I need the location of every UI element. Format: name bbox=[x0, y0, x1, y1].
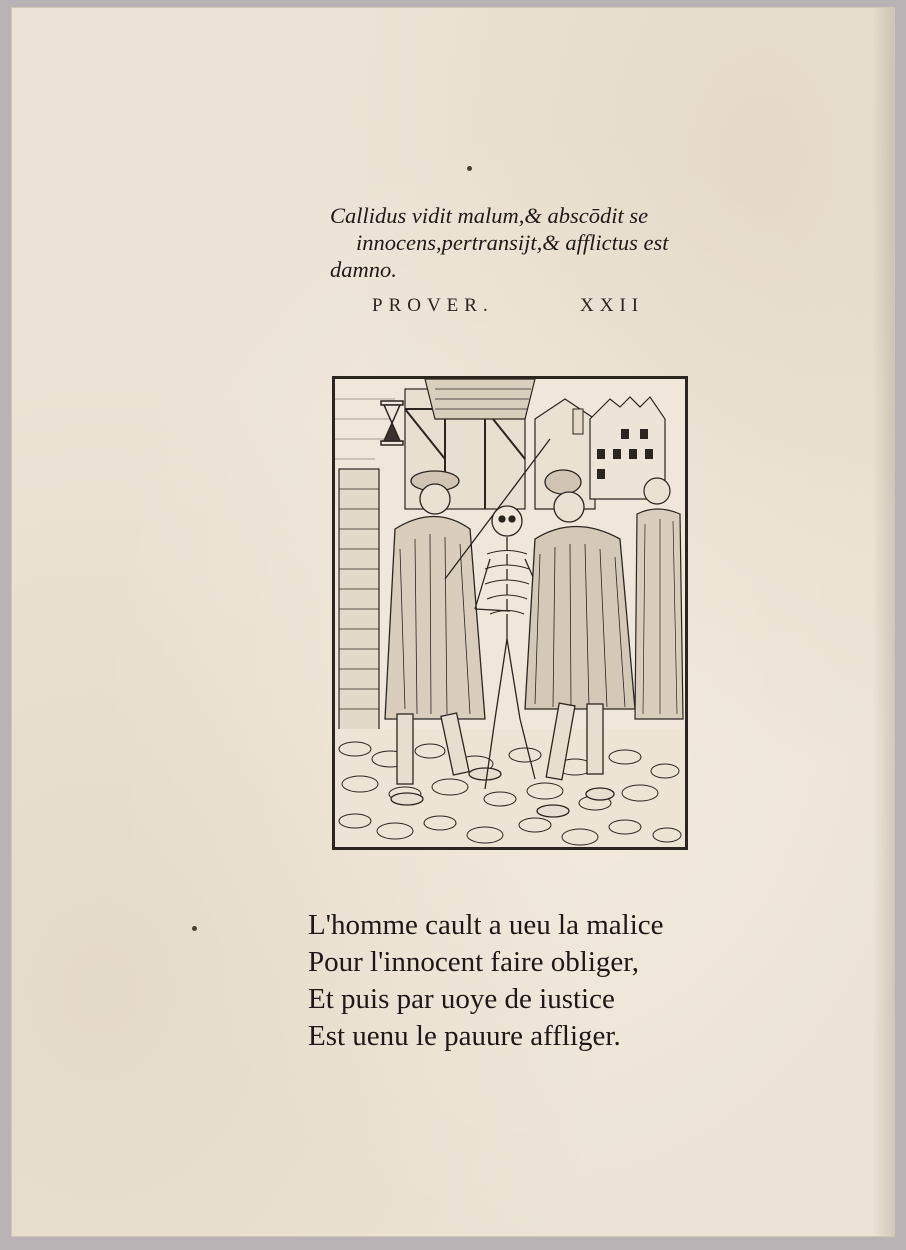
reference-chapter: XXII bbox=[580, 295, 645, 316]
verse-line-1: L'homme cault a ueu la malice bbox=[308, 909, 664, 941]
latin-motto bbox=[330, 202, 750, 283]
woodcut-illustration bbox=[332, 376, 688, 850]
page-gutter-shadow bbox=[872, 8, 894, 1236]
ink-speck bbox=[467, 166, 472, 171]
ink-speck bbox=[192, 926, 197, 931]
verse-line-4: Est uenu le pauure affliger. bbox=[308, 1020, 621, 1052]
reference-book: PROVER. bbox=[372, 295, 494, 316]
book-page bbox=[12, 8, 894, 1236]
scripture-reference bbox=[372, 295, 692, 317]
motto-line-2: innocens,pertransijt,& afflictus est bbox=[356, 230, 669, 255]
motto-line-1: Callidus vidit malum,& abscōdit se bbox=[330, 203, 649, 228]
verse-line-3: Et puis par uoye de iustice bbox=[308, 983, 615, 1015]
french-verse bbox=[308, 907, 768, 1055]
woodcut-scene bbox=[335, 379, 685, 847]
motto-line-3: damno. bbox=[330, 257, 397, 282]
verse-line-2: Pour l'innocent faire obliger, bbox=[308, 946, 640, 978]
